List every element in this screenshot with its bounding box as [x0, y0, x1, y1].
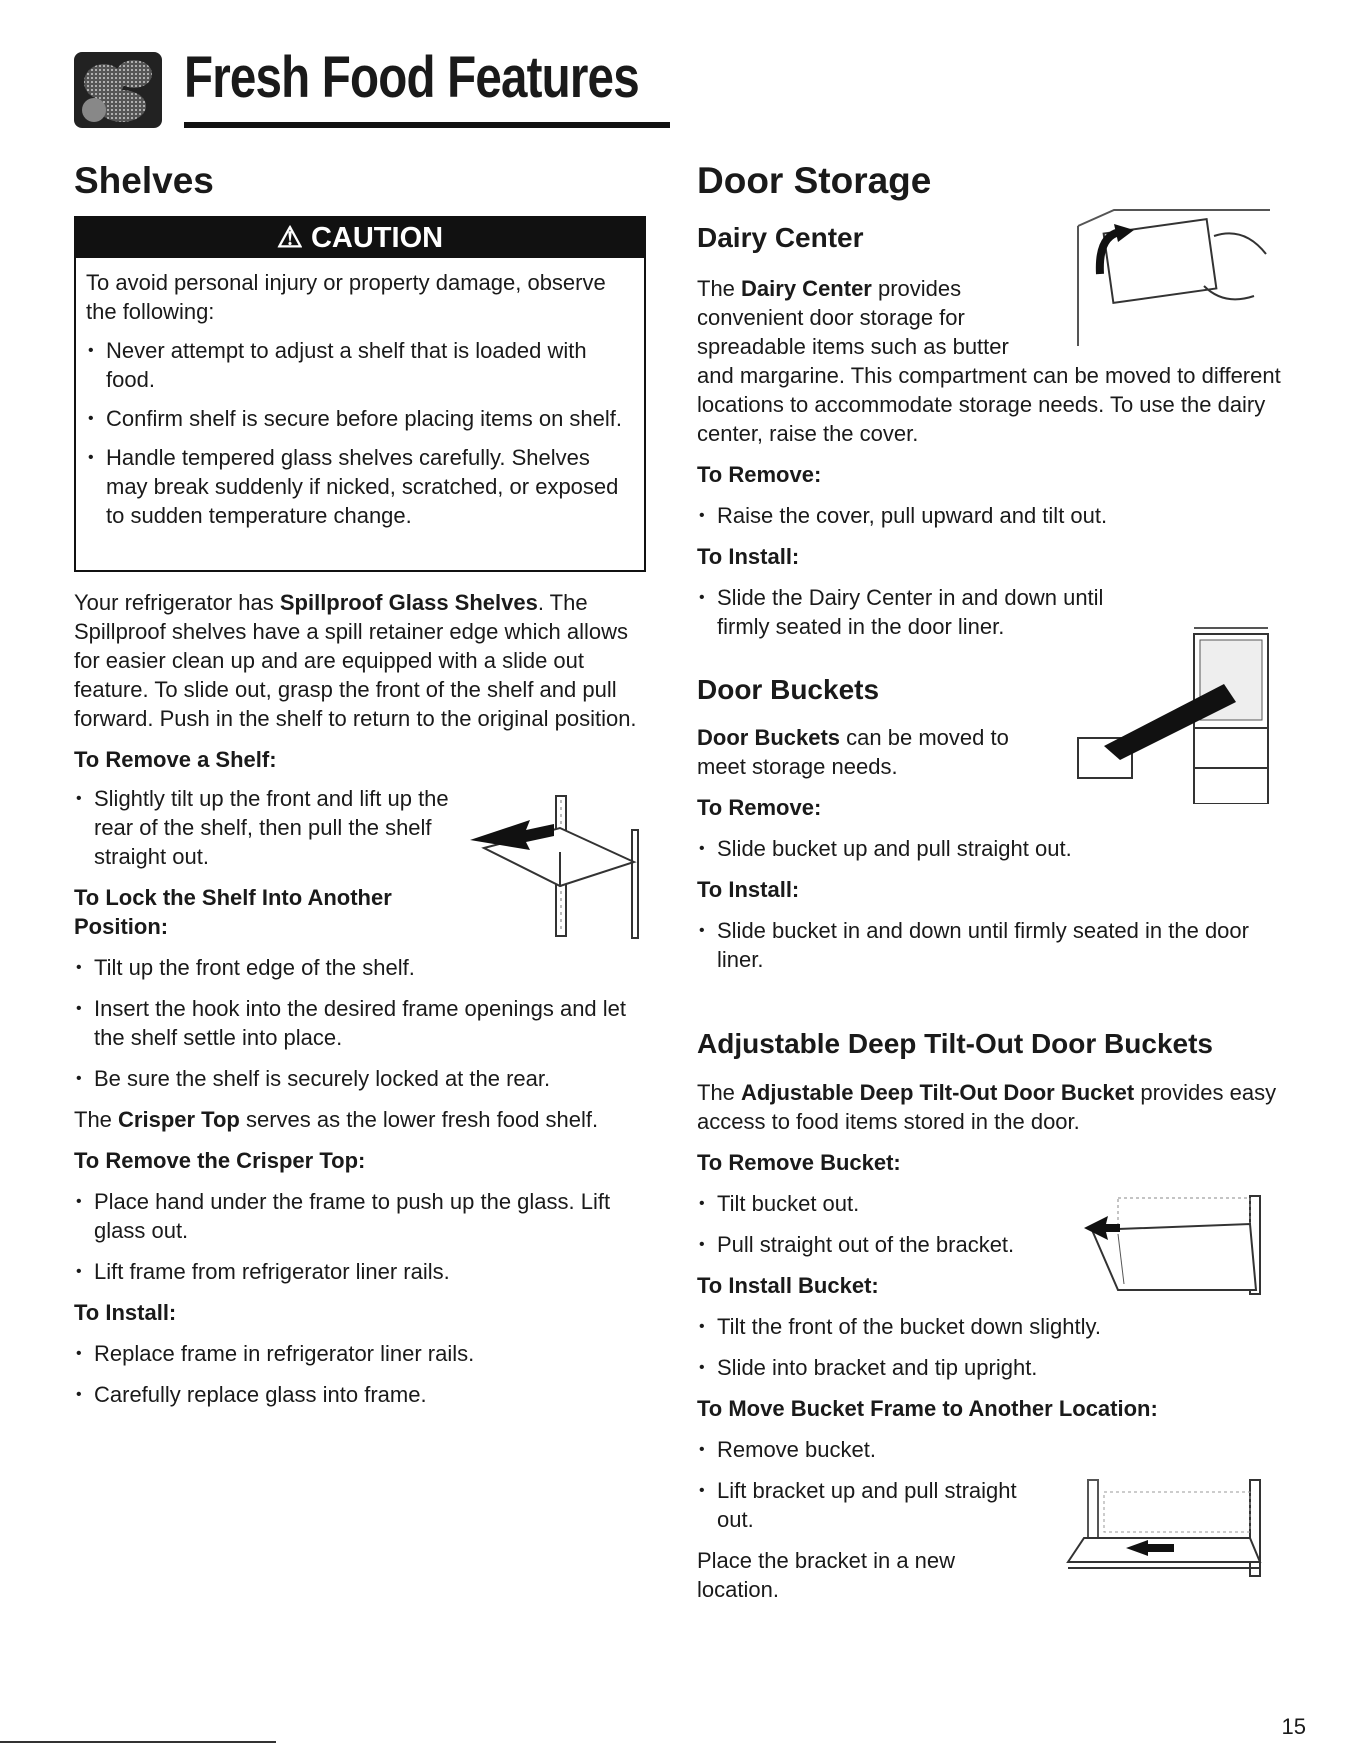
move-frame-step: • Lift bracket up and pull straight out.: [697, 1476, 1057, 1534]
tilt-remove-step: • Tilt bucket out.: [697, 1189, 1297, 1218]
warning-triangle-icon: ⚠: [276, 222, 303, 254]
buckets-install-heading: To Install:: [697, 877, 800, 902]
caution-item: • Handle tempered glass shelves carefully. Shelves may break suddenly if nicked, scratched, or exposed to sudden temperature change.: [86, 443, 634, 530]
dairy-remove-heading: To Remove:: [697, 462, 822, 487]
dairy-install-heading: To Install:: [697, 544, 800, 569]
tilt-out-intro: The Adjustable Deep Tilt-Out Door Bucket provides easy access to food items stored in the door.: [697, 1080, 1277, 1134]
move-frame-closing: Place the bracket in a new location.: [697, 1548, 956, 1602]
buckets-remove-step: • Slide bucket up and pull straight out.: [697, 834, 1297, 863]
tilt-bucket-illustration: [1078, 1194, 1270, 1296]
door-buckets-intro: Door Buckets can be moved to meet storage needs.: [697, 725, 1009, 779]
dairy-center-illustration: [1074, 196, 1270, 346]
remove-crisper-step: • Lift frame from refrigerator liner rails.: [74, 1257, 646, 1286]
door-buckets-heading: Door Buckets: [697, 674, 880, 705]
tilt-install-step: • Tilt the front of the bucket down slightly.: [697, 1312, 1297, 1341]
caution-header: [76, 218, 644, 258]
remove-shelf-heading: To Remove a Shelf:: [74, 747, 277, 772]
remove-shelf-step: • Slightly tilt up the front and lift up the rear of the shelf, then pull the shelf straight out.: [74, 784, 474, 871]
tilt-install-step: • Slide into bracket and tip upright.: [697, 1353, 1297, 1382]
buckets-install-step: • Slide bucket in and down until firmly seated in the door liner.: [697, 916, 1277, 974]
page-title: Fresh Food Features: [184, 45, 639, 110]
caution-box: [74, 216, 646, 572]
shelf-removal-illustration: [464, 790, 648, 940]
crisper-text: The Crisper Top serves as the lower fresh food shelf.: [74, 1107, 599, 1132]
tilt-out-heading: Adjustable Deep Tilt-Out Door Buckets: [697, 1028, 1213, 1059]
remove-crisper-step: • Place hand under the frame to push up the glass. Lift glass out.: [74, 1187, 646, 1245]
title-underline: [184, 122, 670, 128]
dairy-center-intro: The Dairy Center provides convenient door storage for spreadable items such as butter: [697, 276, 1009, 359]
door-bucket-illustration: [1074, 618, 1270, 804]
shelves-heading: Shelves: [74, 160, 214, 201]
door-storage-heading: Door Storage: [697, 160, 932, 201]
install-crisper-heading: To Install:: [74, 1300, 177, 1325]
fresh-food-logo-icon: [74, 52, 162, 128]
caution-item: • Never attempt to adjust a shelf that is loaded with food.: [86, 336, 634, 394]
dairy-center-heading: Dairy Center: [697, 222, 864, 253]
dairy-center-text: and margarine. This compartment can be moved to different locations to accommodate storage needs. To use the dairy center, raise the cover.: [697, 363, 1281, 446]
install-crisper-step: • Replace frame in refrigerator liner rails.: [74, 1339, 646, 1368]
lock-shelf-step: • Insert the hook into the desired frame openings and let the shelf settle into place.: [74, 994, 646, 1052]
move-frame-heading: To Move Bucket Frame to Another Location:: [697, 1396, 1158, 1421]
remove-crisper-heading: To Remove the Crisper Top:: [74, 1148, 366, 1173]
caution-intro: To avoid personal injury or property damage, observe the following:: [86, 270, 606, 324]
buckets-remove-heading: To Remove:: [697, 795, 822, 820]
lock-shelf-step: • Be sure the shelf is securely locked at the rear.: [74, 1064, 646, 1093]
caution-label: CAUTION: [310, 222, 444, 254]
tilt-remove-heading: To Remove Bucket:: [697, 1150, 901, 1175]
move-frame-step: • Remove bucket.: [697, 1435, 1297, 1464]
tilt-remove-step: • Pull straight out of the bracket.: [697, 1230, 1297, 1259]
caution-item: • Confirm shelf is secure before placing items on shelf.: [86, 404, 634, 433]
install-crisper-step: • Carefully replace glass into frame.: [74, 1380, 646, 1409]
tilt-install-heading: To Install Bucket:: [697, 1273, 879, 1298]
page-number: 15: [1281, 1714, 1306, 1739]
bucket-frame-illustration: [1064, 1478, 1270, 1578]
dairy-install-step: • Slide the Dairy Center in and down until firmly seated in the door liner.: [697, 583, 1157, 641]
bottom-rule: [0, 1741, 276, 1743]
shelves-intro: Your refrigerator has Spillproof Glass Shelves. The Spillproof shelves have a spill retainer edge which allows for easier clean up and are equipped with a slide out feature. To slide out, grasp the front of the shelf and pull forward. Push in the shelf to return to the original position.: [74, 590, 637, 731]
lock-shelf-step: • Tilt up the front edge of the shelf.: [74, 953, 646, 982]
dairy-remove-step: • Raise the cover, pull upward and tilt out.: [697, 501, 1297, 530]
lock-shelf-heading: To Lock the Shelf Into Another Position:: [74, 885, 392, 939]
